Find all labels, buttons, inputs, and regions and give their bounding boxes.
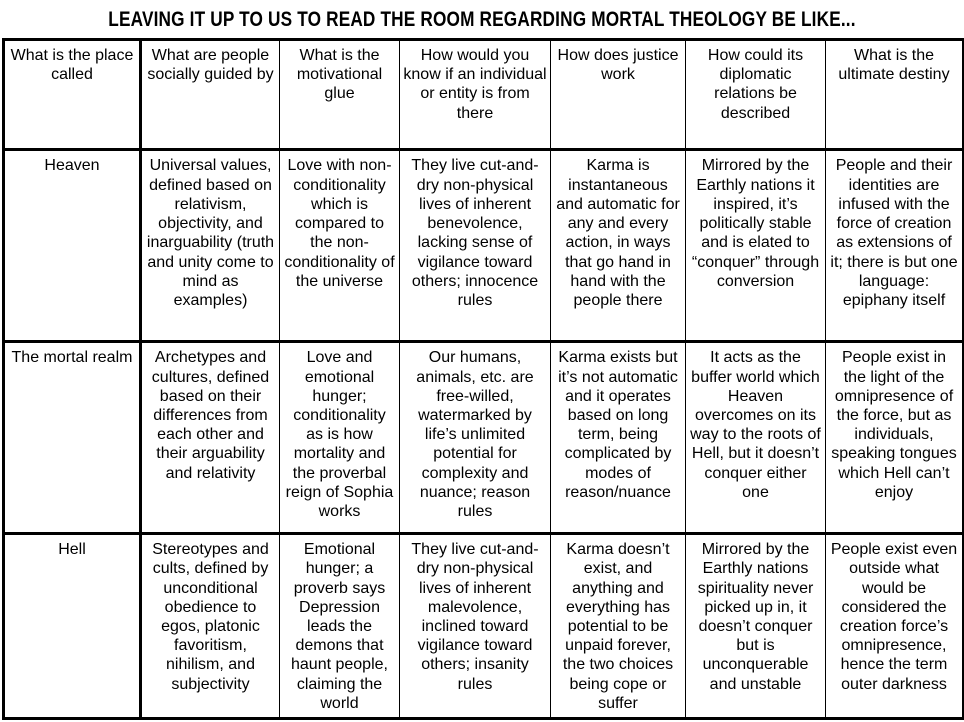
header-cell-destiny: What is the ultimate destiny (826, 40, 964, 150)
table-cell: Our humans, animals, etc. are free-willed, watermarked by life’s unlimited potential for complexity and nuance; reason rules (400, 342, 551, 534)
table-cell: Karma exists but it’s not automatic and it operates based on long term, being complicated by modes of reason/nuance (551, 342, 686, 534)
row-label-hell: Hell (4, 534, 141, 719)
table-cell: Archetypes and cultures, defined based on their differences from each other and their arguability and relativity (141, 342, 280, 534)
table-row-mortal-realm (4, 342, 964, 534)
table-row-hell (4, 534, 964, 719)
header-cell-social-guide: What are people socially guided by (141, 40, 280, 150)
table-cell: They live cut-and-dry non-physical lives of inherent benevolence, lacking sense of vigilance toward others; innocence rules (400, 150, 551, 342)
table-cell: Love with non-conditionality which is compared to the non-conditionality of the universe (280, 150, 400, 342)
table-cell: People and their identities are infused with the force of creation as extensions of it; there is but one language: epiphany itself (826, 150, 964, 342)
header-cell-diplomacy: How could its diplomatic relations be described (686, 40, 826, 150)
table-cell: Love and emotional hunger; conditionality as is how mortality and the proverbal reign of Sophia works (280, 342, 400, 534)
table-cell: Universal values, defined based on relativism, objectivity, and inarguability (truth and unity come to mind as examples) (141, 150, 280, 342)
table-cell: Emotional hunger; a proverb says Depression leads the demons that haunt people, claiming the world (280, 534, 400, 719)
header-row (4, 40, 964, 150)
theology-table (2, 38, 964, 720)
table-row-heaven (4, 150, 964, 342)
table-cell: It acts as the buffer world which Heaven overcomes on its way to the roots of Hell, but it doesn’t conquer either one (686, 342, 826, 534)
header-cell-justice: How does justice work (551, 40, 686, 150)
row-label-mortal-realm: The mortal realm (4, 342, 141, 534)
table-cell: Mirrored by the Earthly nations spirituality never picked up in, it doesn’t conquer but is unconquerable and unstable (686, 534, 826, 719)
row-label-heaven: Heaven (4, 150, 141, 342)
table-cell: Stereotypes and cults, defined by unconditional obedience to egos, platonic favoritism, nihilism, and subjectivity (141, 534, 280, 719)
table-cell: They live cut-and-dry non-physical lives of inherent malevolence, inclined toward vigilance toward others; insanity rules (400, 534, 551, 719)
page-title: LEAVING IT UP TO US TO READ THE ROOM REGARDING MORTAL THEOLOGY BE LIKE... (108, 8, 856, 31)
table-cell: People exist even outside what would be considered the creation force’s omnipresence, hence the term outer darkness (826, 534, 964, 719)
table-cell: Karma doesn’t exist, and anything and everything has potential to be unpaid forever, the two choices being cope or suffer (551, 534, 686, 719)
table-cell: Karma is instantaneous and automatic for any and every action, in ways that go hand in hand with the people there (551, 150, 686, 342)
header-cell-place: What is the place called (4, 40, 141, 150)
table-cell: Mirrored by the Earthly nations it inspired, it’s politically stable and is elated to “conquer” through conversion (686, 150, 826, 342)
header-cell-origin: How would you know if an individual or entity is from there (400, 40, 551, 150)
header-cell-motivational-glue: What is the motivational glue (280, 40, 400, 150)
table-cell: People exist in the light of the omnipresence of the force, but as individuals, speaking tongues which Hell can’t enjoy (826, 342, 964, 534)
